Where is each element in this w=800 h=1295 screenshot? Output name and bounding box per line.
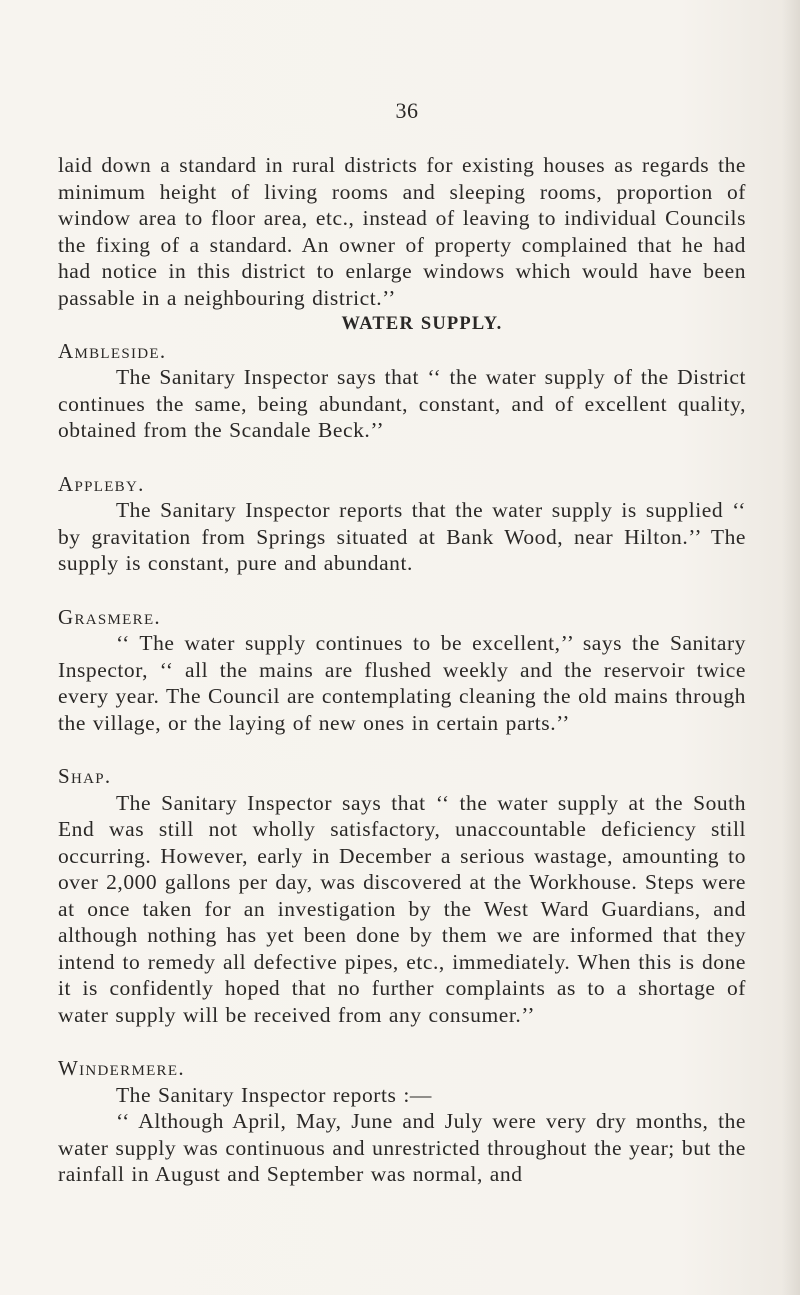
paragraph-appleby: The Sanitary Inspector reports that the water supply is supplied ‘‘ by gravitation from Springs situated at Bank Wood, near Hilton.’’ The supply is constant, pure and abundant.: [58, 498, 746, 575]
paragraph-windermere-quote: ‘‘ Although April, May, June and July were very dry months, the water supply was continuous and unrestricted throughout the year; but the rainfall in August and September was normal, and: [58, 1109, 746, 1186]
paragraph-gap: [58, 444, 746, 471]
intro-paragraph: laid down a standard in rural districts for existing houses as regards the minimum height of living rooms and sleeping rooms, proportion of window area to floor area, etc., instead of leaving to individual Councils the fixing of a standard. An owner of property complained that he had had notice in this district to enlarge windows which would have been passable in a neighbouring district.’’: [58, 153, 746, 310]
paragraph-gap: [58, 577, 746, 604]
paragraph-grasmere: ‘‘ The water supply continues to be excellent,’’ says the Sanitary Inspector, ‘‘ all the mains are flushed weekly and the reservoir twice every year. The Council are contemplating cleaning the old mains through the village, or the laying of new ones in certain parts.’’: [58, 631, 746, 735]
paragraph-ambleside: The Sanitary Inspector says that ‘‘ the water supply of the District continues the same, being abundant, constant, and of excellent quality, obtained from the Scandale Beck.’’: [58, 365, 746, 442]
place-heading-shap: Shap.: [58, 764, 112, 788]
paragraph-gap: [58, 736, 746, 763]
paragraph-windermere-intro: The Sanitary Inspector reports :—: [116, 1082, 432, 1107]
place-heading-ambleside: Ambleside.: [58, 338, 167, 363]
place-heading-grasmere: Grasmere.: [58, 604, 161, 629]
paragraph-shap: The Sanitary Inspector says that ‘‘ the water supply at the South End was still not wholly satisfactory, unaccountable deficiency still occurring. However, early in December a serious wastage, amounting to over 2,000 gallons per day, was discovered at the Workhouse. Steps were at once taken for an investigation by the West Ward Guardians, and although nothing has yet been done by them we are informed that they intend to remedy all defective pipes, etc., immediately. When this is done it is confidently hoped that no further complaints as to a shortage of water supply will be received from any consumer.’’: [58, 790, 746, 1027]
section-heading: WATER SUPPLY.: [341, 314, 503, 334]
body-text: [58, 152, 746, 1188]
page-number: 36: [395, 98, 419, 123]
paragraph-gap: [58, 1028, 746, 1055]
place-heading-appleby: Appleby.: [58, 471, 145, 496]
place-heading-windermere: Windermere.: [58, 1056, 185, 1080]
page-edge-shadow: [782, 0, 800, 1295]
